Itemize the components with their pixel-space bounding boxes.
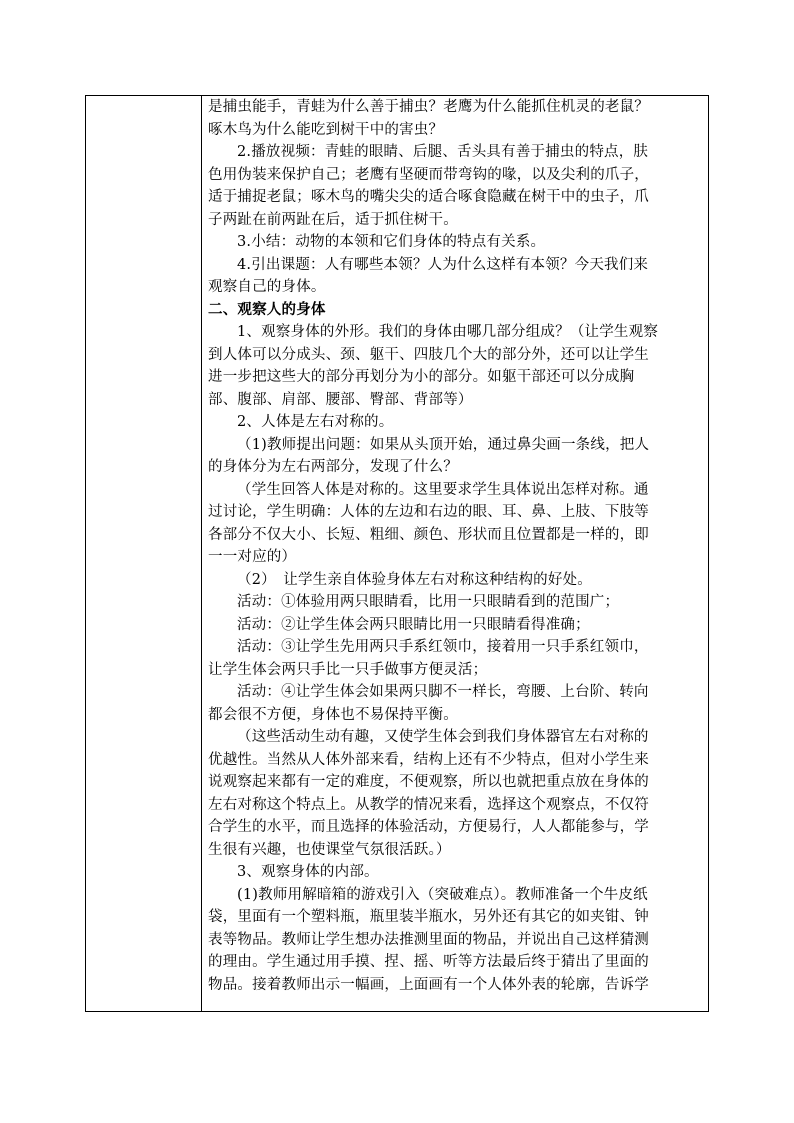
section-heading: 二、观察人的身体 [208,300,326,318]
lesson-text [208,96,704,996]
text-line: 3、观察身体的内部。 [237,864,379,880]
text-line: 左右对称这个特点上。从教学的情况来看，选择这个观察点，不仅符 [208,796,649,813]
text-line: 合学生的水平，而且选择的体验活动，方便易行，人人都能参与，学 [208,819,649,835]
text-line: 是捕虫能手，青蛙为什么善于捕虫？老鹰为什么能抓住机灵的老鼠？ [208,99,649,115]
text-line: 生很有兴趣，也使课堂气氛很活跃。） [208,841,451,858]
text-line: 1、观察身体的外形。我们的身体由哪几部分组成？（让学生观察 [237,324,659,340]
text-line: 子两趾在前两趾在后，适于抓住树干。 [208,211,458,228]
text-line: (1)教师用解暗箱的游戏引入（突破难点）。教师准备一个牛皮纸 [237,886,648,903]
text-line: 到人体可以分成头、颈、躯干、四肢几个大的部分外，还可以让学生 [208,346,649,363]
text-line: 活动：②让学生体会两只眼睛比用一只眼睛看得准确； [237,616,590,633]
text-line: 色用伪装来保护自己；老鹰有坚硬而带弯钩的喙，以及尖利的爪子， [208,166,649,183]
text-line: 的理由。学生通过用手摸、捏、摇、听等方法最后终于猜出了里面的 [208,954,649,970]
text-line: 进一步把这些大的部分再划分为小的部分。如躯干部还可以分成胸 [208,369,635,385]
text-line: 各部分不仅大小、长短、粗细、颜色、形状而且位置都是一样的，即 [208,526,649,543]
table-row [86,96,709,1012]
text-line: 表等物品。教师让学生想办法推测里面的物品，并说出自己这样猜测 [208,931,649,948]
lesson-plan-table [85,95,709,1012]
text-line: 2、人体是左右对称的。 [237,414,394,430]
text-line: 啄木鸟为什么能吃到树干中的害虫？ [208,121,444,138]
text-line: 一一对应的） [208,549,297,565]
text-line: 过讨论，学生明确：人体的左边和右边的眼、耳、鼻、上肢、下肢等 [208,504,649,520]
text-line: 活动：③让学生先用两只手系红领巾，接着用一只手系红领巾， [237,639,649,655]
text-line: 4.引出课题：人有哪些本领？人为什么这样有本领？今天我们来 [237,256,649,273]
text-line: 袋，里面有一个塑料瓶，瓶里装半瓶水，另外还有其它的如夹钳、钟 [208,909,649,925]
text-line: （这些活动生动有趣，又使学生体会到我们身体器官左右对称的 [237,729,649,745]
text-line: 让学生体会两只手比一只手做事方便灵活； [208,661,488,678]
left-column-cell [86,96,202,1012]
text-line: 说观察起来都有一定的难度，不便观察，所以也就把重点放在身体的 [208,774,649,790]
text-line: 都会很不方便，身体也不易保持平衡。 [208,706,458,723]
text-line: 优越性。当然从人体外部来看，结构上还有不少特点，但对小学生来 [208,751,649,768]
text-line: 3.小结：动物的本领和它们身体的特点有关系。 [237,234,546,250]
text-line: 活动：①体验用两只眼睛看，比用一只眼睛看到的范围广； [237,594,620,610]
text-line: 物品。接着教师出示一幅画，上面画有一个人体外表的轮廓，告诉学 [208,976,649,993]
text-line: 2.播放视频：青蛙的眼睛、后腿、舌头具有善于捕虫的特点，肤 [237,144,649,160]
text-line: （学生回答人体是对称的。这里要求学生具体说出怎样对称。通 [237,481,649,498]
text-line: 活动：④让学生体会如果两只脚不一样长，弯腰、上台阶、转向 [237,684,649,700]
text-line: （1)教师提出问题：如果从头顶开始，通过鼻尖画一条线，把人 [237,436,650,453]
text-line: 适于捕捉老鼠；啄木鸟的嘴尖尖的适合啄食隐藏在树干中的虫子，爪 [208,189,649,205]
text-line: （2） 让学生亲自体验身体左右对称这种结构的好处。 [237,571,592,588]
text-line: 部、腹部、肩部、腰部、臀部、背部等） [208,391,473,408]
text-line: 的身体分为左右两部分，发现了什么？ [208,459,458,475]
text-line: 观察自己的身体。 [208,279,326,295]
content-cell [202,96,709,1012]
